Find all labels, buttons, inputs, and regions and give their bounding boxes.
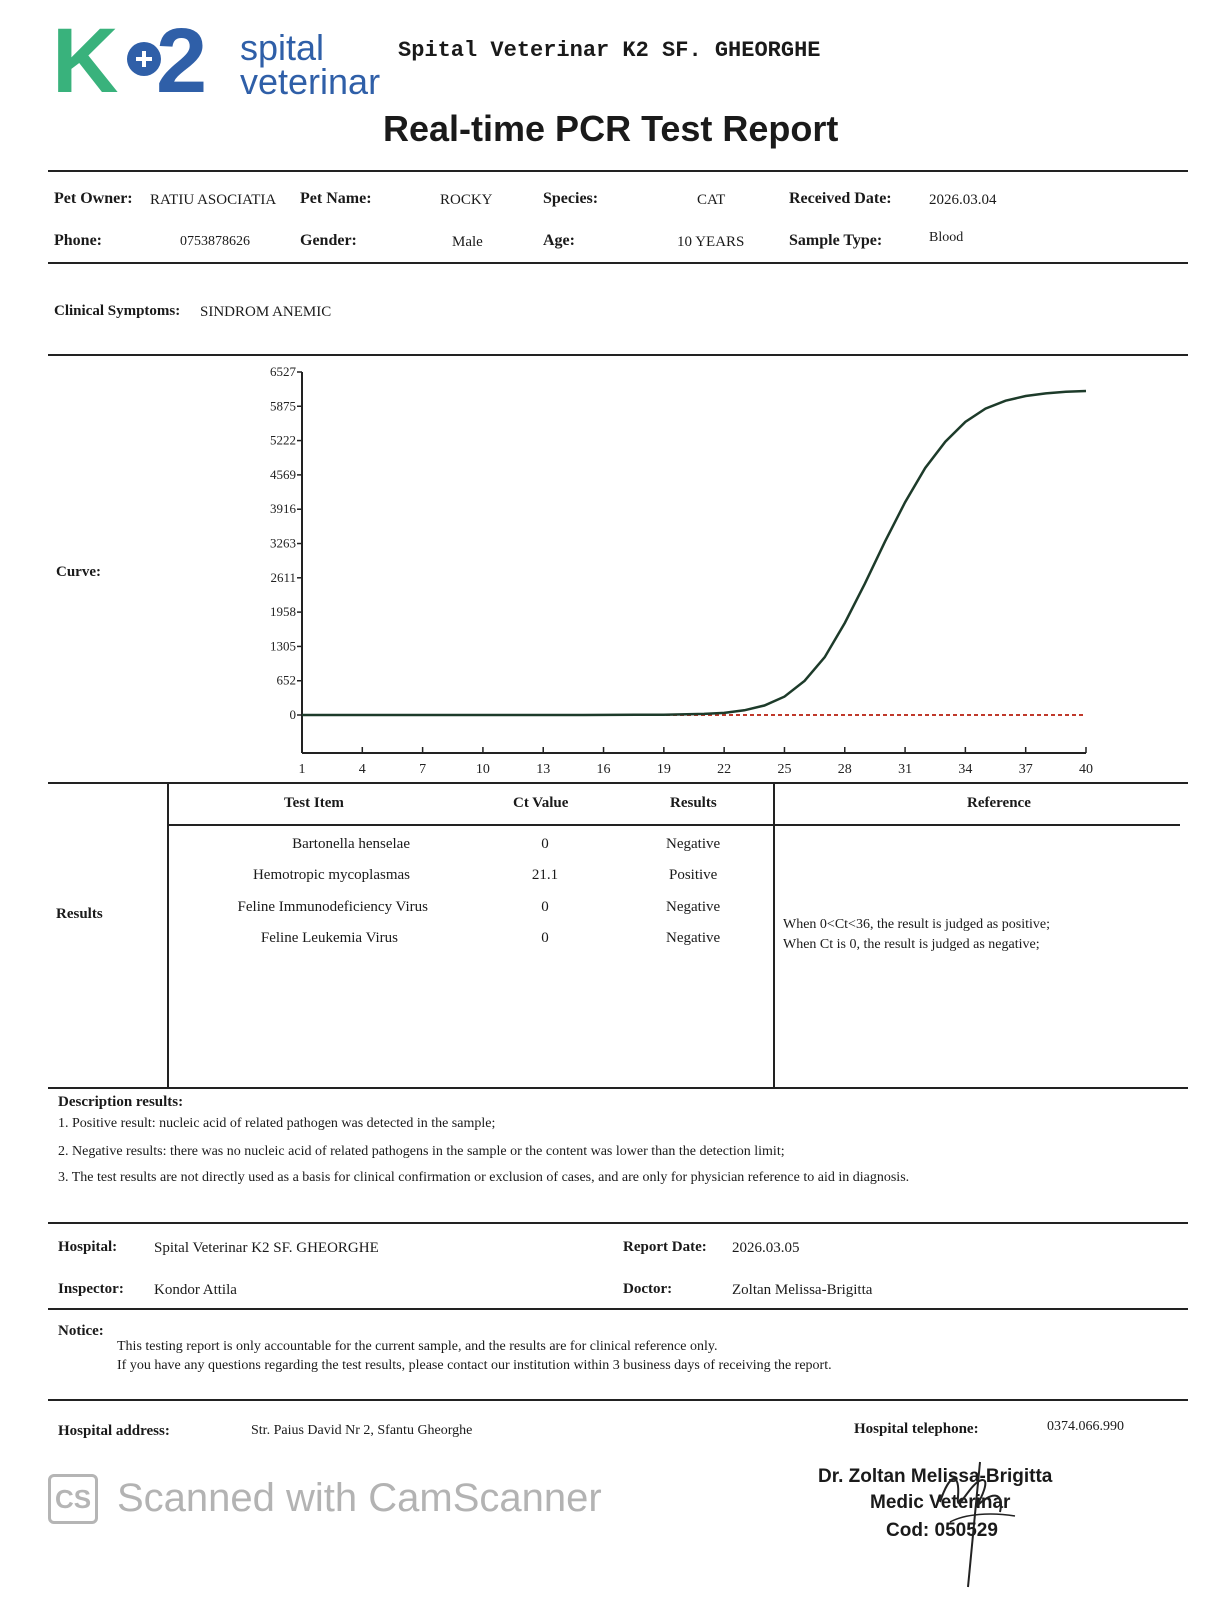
row3-ct: 0 <box>541 899 549 915</box>
sample-type-value: Blood <box>929 230 964 245</box>
row4-ct: 0 <box>541 930 549 946</box>
row3-result: Negative <box>666 899 721 915</box>
description-line3: 3. The test results are not directly used as a basis for clinical confirmation or exclusion of cases, and are only for physician reference to aid in diagnosis. <box>58 1170 910 1185</box>
col-ct-value: Ct Value <box>513 795 569 811</box>
reference-line1: When 0<Ct<36, the result is judged as positive; <box>783 917 1050 932</box>
row1-ct: 0 <box>541 836 549 852</box>
amplification-curve <box>302 391 1086 715</box>
camscanner-badge-icon: CS <box>48 1474 98 1524</box>
divider-footer <box>48 1308 1188 1310</box>
report-date-value: 2026.03.05 <box>732 1240 800 1256</box>
logo-k2-icon <box>52 14 222 100</box>
x-tick-label: 13 <box>536 762 551 777</box>
telephone-value: 0374.066.990 <box>1047 1419 1124 1434</box>
description-line1: 1. Positive result: nucleic acid of related pathogen was detected in the sample; <box>58 1116 496 1131</box>
species-label: Species: <box>543 190 599 207</box>
y-tick-label: 652 <box>276 672 296 688</box>
doctor-value: Zoltan Melissa-Brigitta <box>732 1282 873 1298</box>
results-mid-border <box>773 782 775 1088</box>
row4-result: Negative <box>666 930 721 946</box>
results-left-border <box>167 782 169 1088</box>
row1-result: Negative <box>666 836 721 852</box>
description-line2: 2. Negative results: there was no nucleic acid of related pathogens in the sample or the content was lower than the detection limit; <box>58 1144 785 1159</box>
y-tick-label: 4569 <box>270 466 296 482</box>
pet-name-value: ROCKY <box>440 192 493 208</box>
phone-value: 0753878626 <box>180 234 250 249</box>
y-tick-label: 6527 <box>270 364 296 379</box>
x-tick-label: 19 <box>656 762 671 777</box>
sample-type-label: Sample Type: <box>789 232 883 249</box>
curve-label: Curve: <box>56 564 101 580</box>
y-tick-label: 3263 <box>270 535 296 551</box>
gender-value: Male <box>452 234 483 250</box>
x-tick-label: 7 <box>419 762 427 777</box>
gender-label: Gender: <box>300 232 357 249</box>
received-date-value: 2026.03.04 <box>929 192 997 208</box>
stamp-line2: Medic Veterinar <box>870 1492 1011 1513</box>
x-tick-label: 37 <box>1018 762 1033 777</box>
signature-icon <box>920 1452 1030 1592</box>
stamp-line3: Cod: 050529 <box>886 1520 998 1541</box>
row3-item: Feline Immunodeficiency Virus <box>237 899 428 915</box>
row2-result: Positive <box>669 867 718 883</box>
col-results: Results <box>670 795 717 811</box>
divider-header <box>48 170 1188 172</box>
description-title: Description results: <box>58 1094 184 1110</box>
y-tick-label: 1958 <box>270 604 296 620</box>
divider-description <box>48 1222 1188 1224</box>
y-tick-label: 5222 <box>270 432 296 448</box>
doctor-label: Doctor: <box>623 1281 673 1297</box>
divider-notice <box>48 1399 1188 1401</box>
results-header-divider <box>167 824 1180 826</box>
address-label: Hospital address: <box>58 1423 170 1439</box>
notice-label: Notice: <box>58 1323 104 1339</box>
pet-owner-label: Pet Owner: <box>54 190 133 207</box>
hospital-heading: Spital Veterinar K2 SF. GHEORGHE <box>398 38 821 63</box>
col-test-item: Test Item <box>284 795 344 811</box>
divider-results <box>48 1087 1188 1089</box>
hospital-label: Hospital: <box>58 1239 118 1255</box>
x-tick-label: 34 <box>958 762 973 777</box>
logo-text-line2: veterinar <box>240 61 381 102</box>
y-tick-label: 2611 <box>270 569 296 585</box>
clinical-symptoms-label: Clinical Symptoms: <box>54 303 181 319</box>
divider-patient <box>48 262 1188 264</box>
age-label: Age: <box>543 232 575 249</box>
x-tick-label: 22 <box>717 762 732 777</box>
logo-text-line1: spital <box>240 27 325 68</box>
pet-owner-value: RATIU ASOCIATIA <box>150 192 277 208</box>
results-section-label: Results <box>56 906 103 922</box>
pcr-chart <box>240 360 1100 785</box>
species-value: CAT <box>697 192 726 208</box>
row2-ct: 21.1 <box>531 867 559 883</box>
age-value: 10 YEARS <box>677 234 745 250</box>
address-value: Str. Paius David Nr 2, Sfantu Gheorghe <box>251 1423 473 1438</box>
report-date-label: Report Date: <box>623 1239 707 1255</box>
y-tick-label: 1305 <box>270 638 296 654</box>
x-tick-label: 28 <box>837 762 852 777</box>
phone-label: Phone: <box>54 232 102 249</box>
clinical-symptoms-value: SINDROM ANEMIC <box>200 304 332 320</box>
hospital-logo <box>52 14 222 100</box>
hospital-value: Spital Veterinar K2 SF. GHEORGHE <box>154 1240 379 1256</box>
telephone-label: Hospital telephone: <box>854 1421 979 1437</box>
x-tick-label: 31 <box>898 762 913 777</box>
x-tick-label: 40 <box>1079 762 1093 777</box>
svg-text:K: K <box>52 14 119 100</box>
y-tick-label: 5875 <box>270 398 296 414</box>
divider-curve <box>48 782 1188 784</box>
x-tick-label: 4 <box>358 762 366 777</box>
y-tick-label: 0 <box>289 707 296 722</box>
col-reference: Reference <box>967 795 1031 811</box>
row1-item: Bartonella henselae <box>292 836 410 852</box>
camscanner-watermark-text: Scanned with CamScanner <box>117 1476 602 1520</box>
inspector-value: Kondor Attila <box>154 1282 237 1298</box>
reference-line2: When Ct is 0, the result is judged as negative; <box>783 937 1040 952</box>
stamp-line1: Dr. Zoltan Melissa-Brigitta <box>818 1466 1053 1487</box>
x-tick-label: 25 <box>777 762 792 777</box>
svg-text:2: 2 <box>156 14 208 100</box>
pet-name-label: Pet Name: <box>300 190 372 207</box>
notice-line2: If you have any questions regarding the test results, please contact our institution within 3 business days of receiving the report. <box>117 1358 832 1373</box>
divider-clinical <box>48 354 1188 356</box>
inspector-label: Inspector: <box>58 1281 124 1297</box>
y-tick-label: 3916 <box>270 501 296 517</box>
row2-item: Hemotropic mycoplasmas <box>252 867 410 883</box>
report-title: Real-time PCR Test Report <box>383 108 839 149</box>
x-tick-label: 10 <box>475 762 490 777</box>
row4-item: Feline Leukemia Virus <box>260 930 398 946</box>
notice-line1: This testing report is only accountable for the current sample, and the results are for clinical reference only. <box>117 1339 718 1354</box>
received-date-label: Received Date: <box>789 190 892 207</box>
x-tick-label: 16 <box>596 762 611 777</box>
x-tick-label: 1 <box>298 762 306 777</box>
